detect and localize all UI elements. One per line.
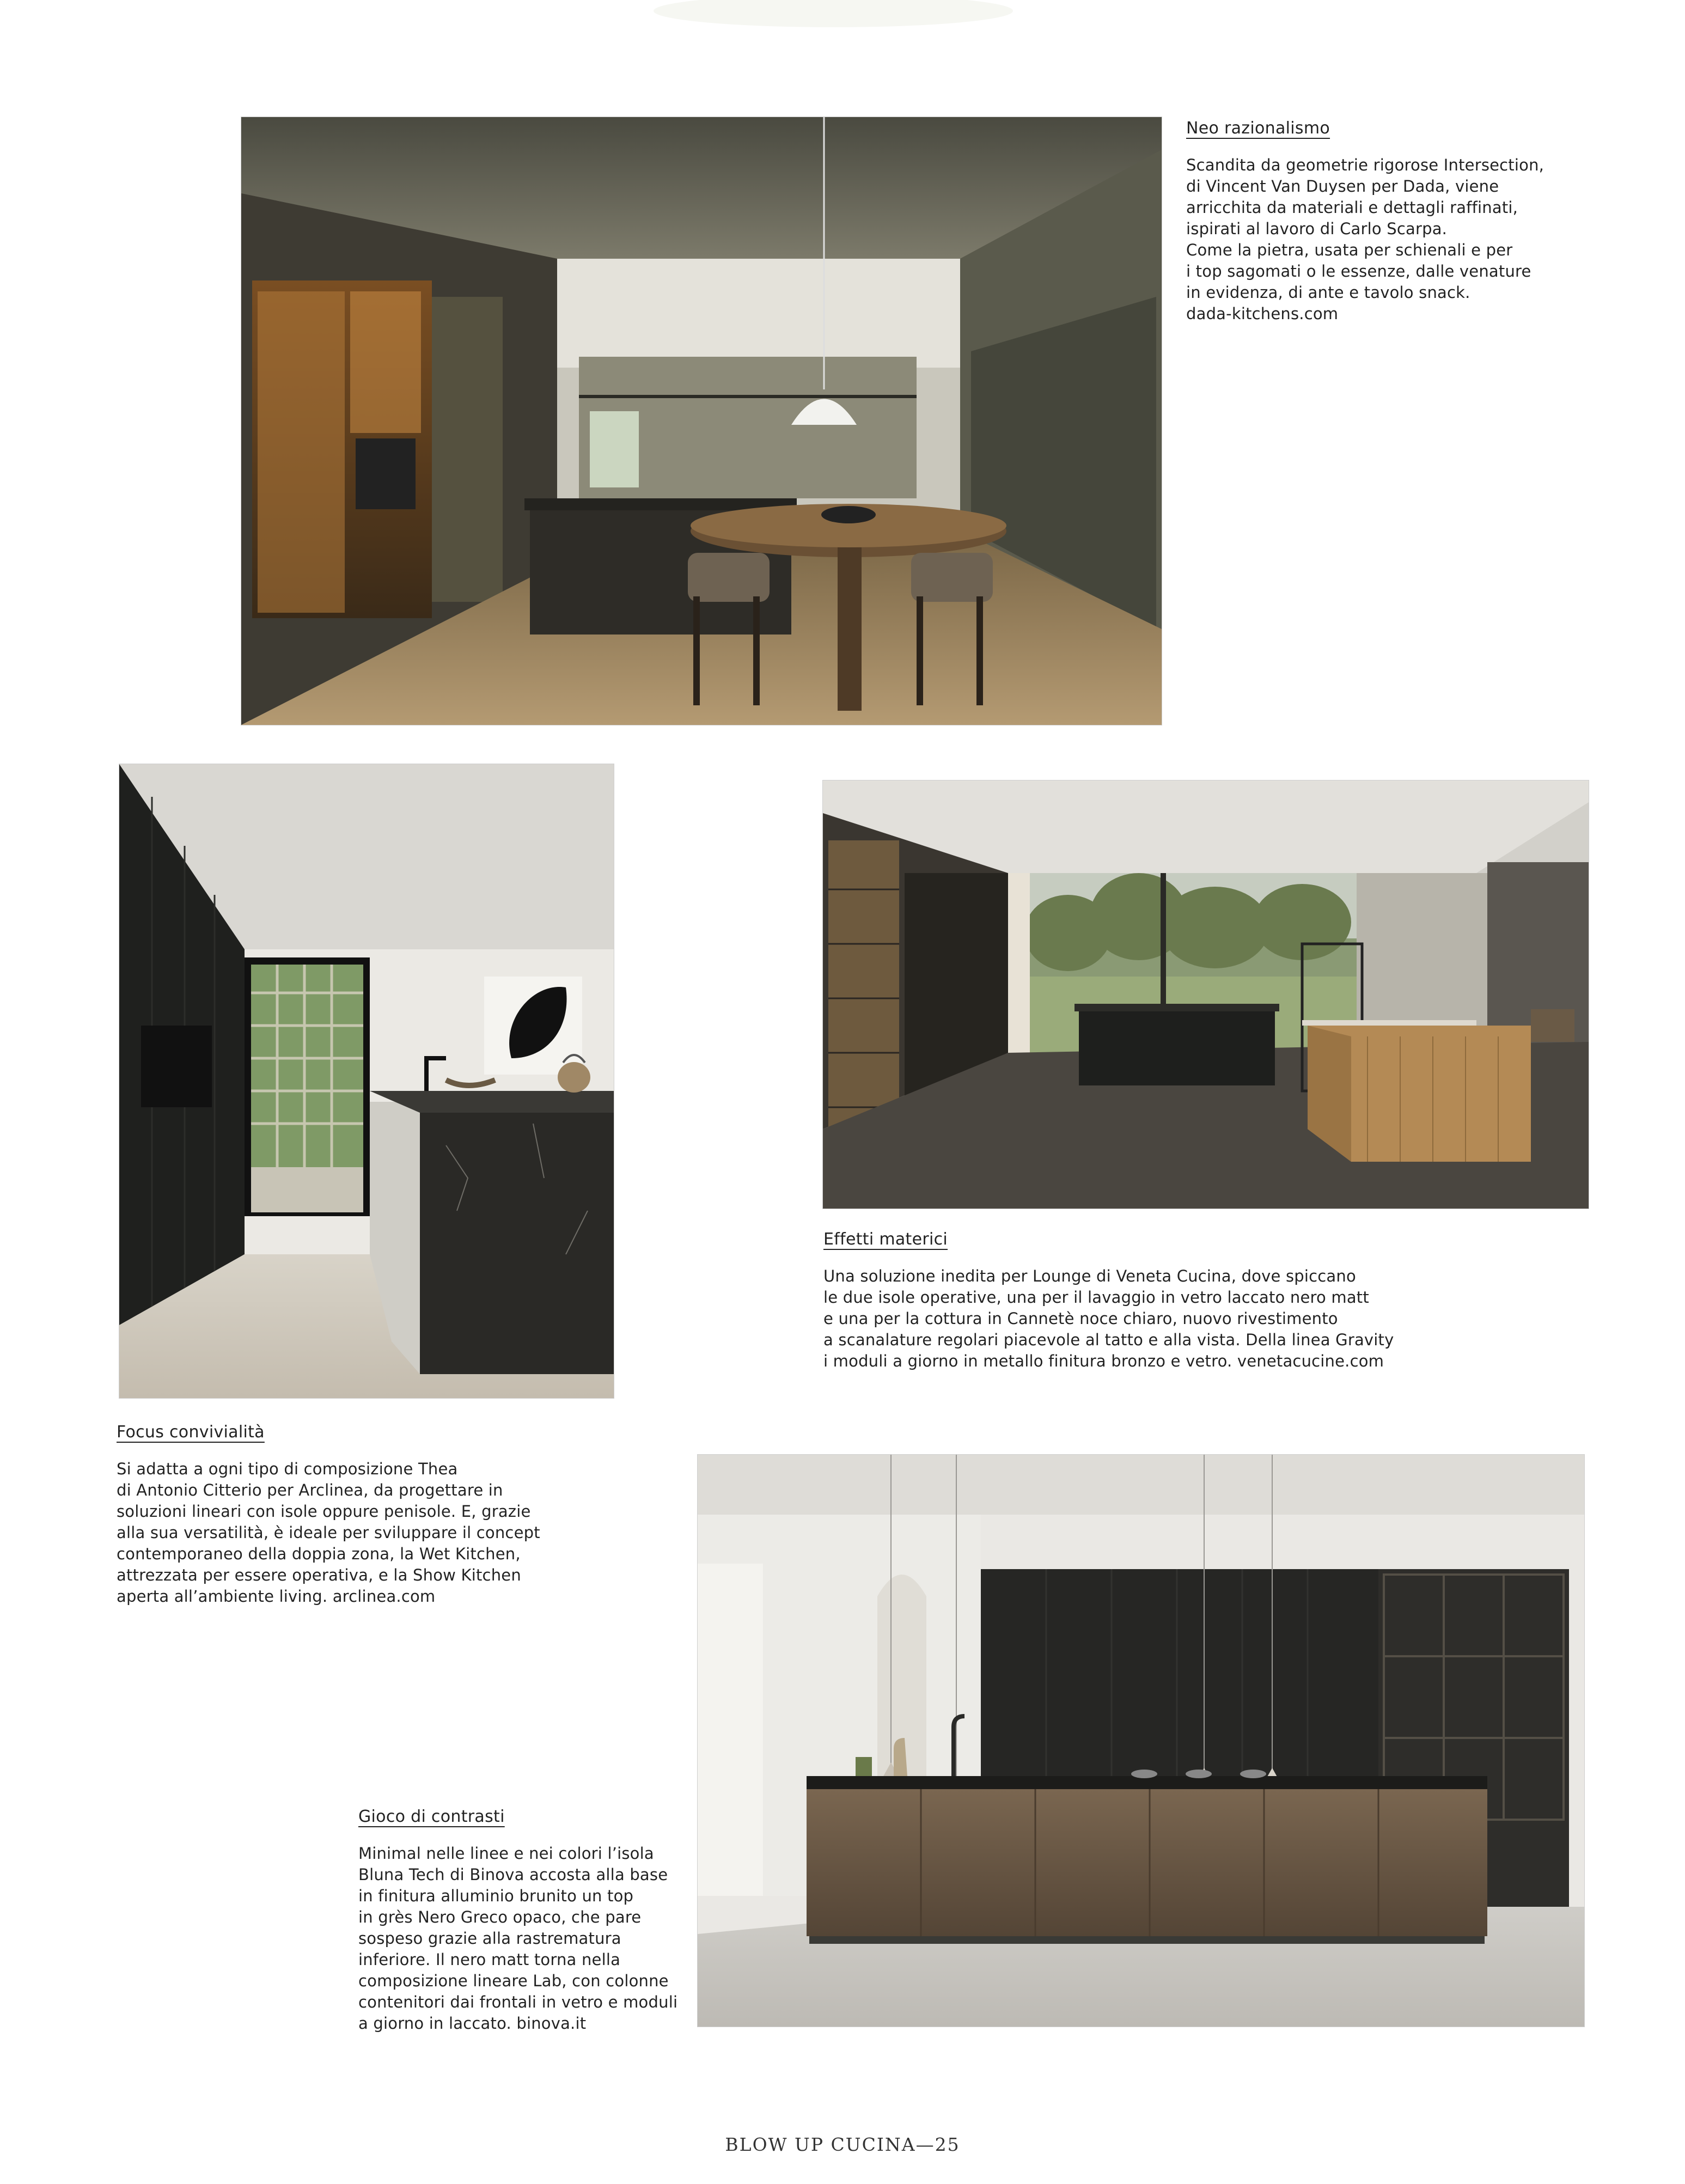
- caption-title: Focus convivialità: [117, 1423, 265, 1442]
- caption-line: Come la pietra, usata per schienali e per: [1186, 241, 1513, 259]
- caption-line: e una per la cottura in Cannetè noce chiaro, nuovo rivestimento: [823, 1309, 1338, 1328]
- caption-title: Effetti materici: [823, 1230, 948, 1249]
- caption-title: Neo razionalismo: [1186, 119, 1330, 138]
- caption-line: contenitori dai frontali in vetro e moduli: [358, 1993, 678, 2011]
- photo-veneta-cucine-lounge: [822, 780, 1589, 1209]
- caption-line: soluzioni lineari con isole oppure penisole. E, grazie: [117, 1502, 531, 1521]
- caption-line: i top sagomati o le essenze, dalle venature: [1186, 262, 1531, 280]
- caption-line: dada-kitchens.com: [1186, 304, 1339, 323]
- caption-line: in finitura alluminio brunito un top: [358, 1887, 634, 1905]
- caption-line: sospeso grazie alla rastrematura: [358, 1929, 621, 1948]
- caption-line: i moduli a giorno in metallo finitura bronzo e vetro. venetacucine.com: [823, 1352, 1384, 1370]
- caption-line: ispirati al lavoro di Carlo Scarpa.: [1186, 219, 1448, 238]
- caption-line: contemporaneo della doppia zona, la Wet Kitchen,: [117, 1545, 521, 1563]
- caption-focus-convivialita: [117, 1422, 540, 1607]
- caption-line: di Antonio Citterio per Arclinea, da progettare in: [117, 1481, 503, 1499]
- caption-line: in grès Nero Greco opaco, che pare: [358, 1908, 642, 1926]
- caption-line: inferiore. Il nero matt torna nella: [358, 1950, 621, 1969]
- caption-line: di Vincent Van Duysen per Dada, viene: [1186, 177, 1499, 196]
- caption-line: alla sua versatilità, è ideale per sviluppare il concept: [117, 1523, 540, 1542]
- caption-line: Bluna Tech di Binova accosta alla base: [358, 1865, 668, 1884]
- caption-title: Gioco di contrasti: [358, 1807, 505, 1826]
- scan-smudge: [643, 0, 1024, 33]
- caption-line: le due isole operative, una per il lavaggio in vetro laccato nero matt: [823, 1288, 1369, 1307]
- caption-line: Una soluzione inedita per Lounge di Veneta Cucina, dove spiccano: [823, 1267, 1356, 1285]
- page-footer: BLOW UP CUCINA—25: [725, 2134, 960, 2155]
- caption-line: Si adatta a ogni tipo di composizione Thea: [117, 1460, 458, 1478]
- caption-line: a scanalature regolari piacevole al tatto e alla vista. Della linea Gravity: [823, 1331, 1394, 1349]
- caption-line: Minimal nelle linee e nei colori l’isola: [358, 1844, 654, 1863]
- caption-line: arricchita da materiali e dettagli raffinati,: [1186, 198, 1518, 217]
- caption-line: Scandita da geometrie rigorose Intersection,: [1186, 156, 1544, 174]
- caption-line: attrezzata per essere operativa, e la Show Kitchen: [117, 1566, 521, 1584]
- caption-line: a giorno in laccato. binova.it: [358, 2014, 587, 2033]
- caption-neo-razionalismo: [1186, 118, 1544, 325]
- photo-binova-bluna-tech: [697, 1454, 1585, 2027]
- photo-dada-intersection-kitchen: [241, 117, 1162, 725]
- caption-gioco-di-contrasti: [358, 1806, 677, 2034]
- caption-line: in evidenza, di ante e tavolo snack.: [1186, 283, 1470, 302]
- caption-line: composizione lineare Lab, con colonne: [358, 1972, 669, 1990]
- photo-arclinea-thea-kitchen: [119, 764, 614, 1399]
- caption-line: aperta all’ambiente living. arclinea.com: [117, 1587, 436, 1606]
- caption-effetti-materici: [823, 1229, 1394, 1372]
